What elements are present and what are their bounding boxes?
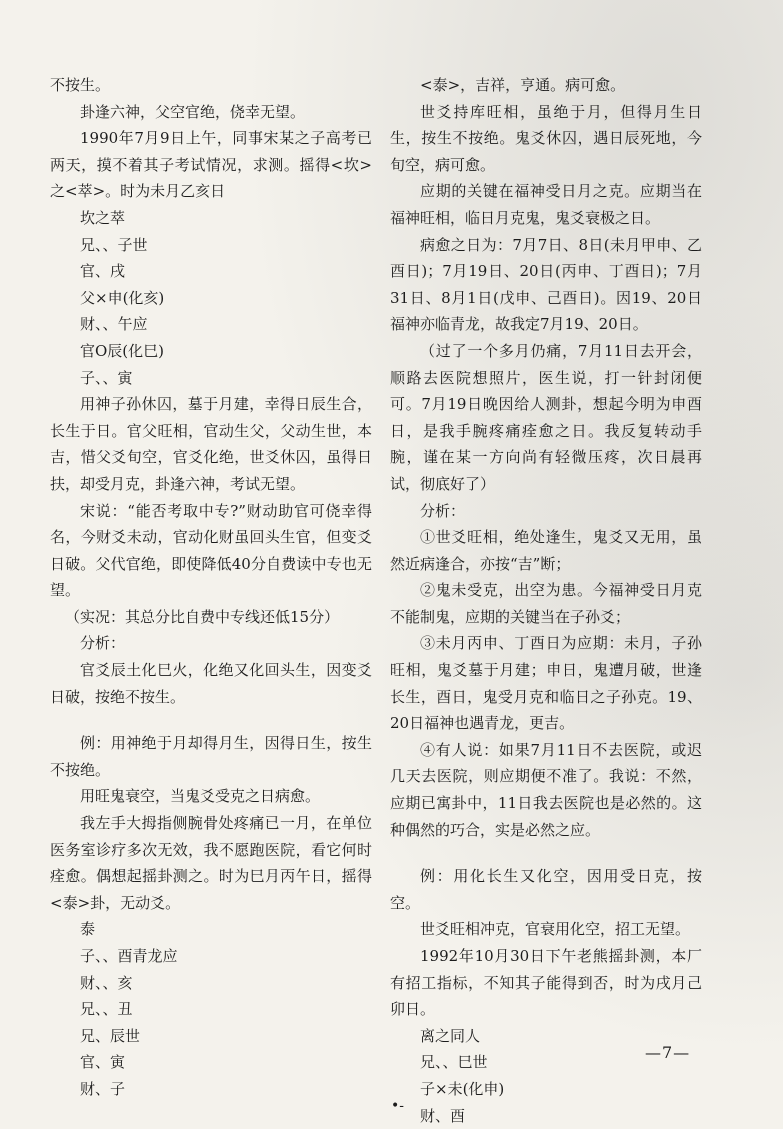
paragraph: 财、、午应 [80, 315, 148, 334]
paragraph: 官、戌 [80, 262, 126, 281]
paragraph: 父×申(化亥) [80, 288, 165, 307]
paragraph: 卦逢六神，父空官绝，侥幸无望。 [80, 102, 306, 121]
spacer [50, 710, 372, 730]
paragraph: 我左手大拇指侧腕骨处疼痛已一月，在单位医务室诊疗多次无效，我不愿跑医院，看它何时痊愈。偶想起摇卦测之。时为巳月丙午日，摇得<泰>卦，无动爻。 [50, 814, 372, 912]
bottom-mark: •- [391, 1098, 404, 1114]
paragraph: 财、、亥 [80, 973, 133, 992]
paragraph: 坎之萃 [80, 208, 126, 227]
paragraph: 例：用化长生又化空，因用受日克，按空。 [390, 867, 702, 912]
paragraph: 世爻持库旺相，虽绝于月，但得月生日生，按生不按绝。鬼爻休囚，遇日辰死地，今旬空，病可愈。 [390, 102, 702, 174]
paragraph: 子、、寅 [80, 368, 133, 387]
paragraph: ①世爻旺相，绝处逢生，鬼爻又无用，虽然近病逢合，亦按“吉”断； [390, 528, 702, 573]
paragraph: 兄、、子世 [80, 235, 148, 254]
paragraph: 子×未(化申) [420, 1079, 505, 1098]
paragraph: 应期的关键在福神受日月之克。应期当在福神旺相，临日月克鬼，鬼爻衰极之日。 [390, 182, 702, 227]
paragraph: 财、酉 [420, 1106, 466, 1125]
paragraph: 分析： [420, 501, 466, 520]
left-column [50, 72, 372, 1103]
spacer [390, 843, 702, 863]
paragraph: 财、子 [80, 1079, 126, 1098]
paragraph: 官O辰(化巳) [80, 341, 165, 360]
paragraph: 用旺鬼衰空，当鬼爻受克之日病愈。 [80, 787, 321, 806]
paragraph: （实况：其总分比自费中专线还低15分） [65, 607, 340, 626]
paragraph: 兄、、巳世 [420, 1053, 488, 1072]
paragraph: 1990年7月9日上午，同事宋某之子高考已两天，摸不着其子考试情况，求测。摇得<坎>之<萃>。时为未月乙亥日 [50, 129, 372, 201]
paragraph: 病愈之日为：7月7日、8日(未月甲申、乙酉日)；7月19日、20日(丙申、丁酉日)；7月31日、8月1日(戊申、己酉日)。因19、20日福神亦临青龙，故我定7月19、20日。 [390, 235, 702, 334]
paragraph: （过了一个多月仍痛，7月11日去开会，顺路去医院想照片，医生说，打一针封闭便可。7月19日晚因给人测卦，想起今明为申酉日，是我手腕疼痛痊愈之日。我反复转动手腕，谨在某一方向尚有轻微压疼，次日晨再试，彻底好了） [390, 341, 702, 493]
paragraph: 例：用神绝于月却得月生，因得日生，按生不按绝。 [50, 734, 372, 779]
paragraph: 泰 [80, 920, 96, 939]
paragraph: 用神子孙休囚，墓于月建，幸得日辰生合，长生于日。官父旺相，官动生父，父动生世，本吉，惜父爻旬空，官爻化绝，世爻休囚，虽得日扶，却受月克，卦逢六神，考试无望。 [50, 395, 372, 493]
paragraph: 1992年10月30日下午老熊摇卦测，本厂有招工指标，不知其子能得到否，时为戌月己卯日。 [390, 947, 702, 1019]
paragraph: 不按生。 [50, 76, 111, 94]
paragraph: 子、、酉青龙应 [80, 947, 178, 965]
paragraph: 分析： [80, 634, 126, 653]
page-number: —7— [645, 1043, 691, 1062]
paragraph: 宋说：“能否考取中专?”财动助官可侥幸得名，今财爻未动，官动化财虽回头生官，但变爻日破。父代官绝，即使降低40分自费读中专也无望。 [50, 501, 372, 600]
paragraph: ②鬼未受克，出空为患。今福神受日月克不能制鬼，应期的关键当在子孙爻； [390, 581, 702, 626]
paragraph: 世爻旺相冲克，官衰用化空，招工无望。 [420, 920, 691, 939]
paragraph: ③未月丙申、丁酉日为应期：未月，子孙旺相，鬼爻墓于月建；申日，鬼遭月破，世逢长生，酉日，鬼受月克和临日之子孙克。19、20日福神也遇青龙，更吉。 [390, 634, 702, 733]
paragraph: ④有人说：如果7月11日不去医院，或迟几天去医院，则应期便不准了。我说：不然，应期已寓卦中，11日我去医院也是必然的。这种偶然的巧合，实是必然之应。 [390, 740, 702, 839]
paragraph: 官、寅 [80, 1053, 126, 1072]
right-column [390, 72, 702, 1129]
paragraph: 官爻辰土化巳火，化绝又化回头生，因变爻日破，按绝不按生。 [50, 661, 372, 706]
paragraph: 兄、、丑 [80, 1000, 133, 1019]
paragraph: 兄、辰世 [80, 1026, 141, 1045]
paragraph: <泰>，吉祥，亨通。病可愈。 [420, 76, 626, 94]
paragraph: 离之同人 [420, 1026, 481, 1045]
